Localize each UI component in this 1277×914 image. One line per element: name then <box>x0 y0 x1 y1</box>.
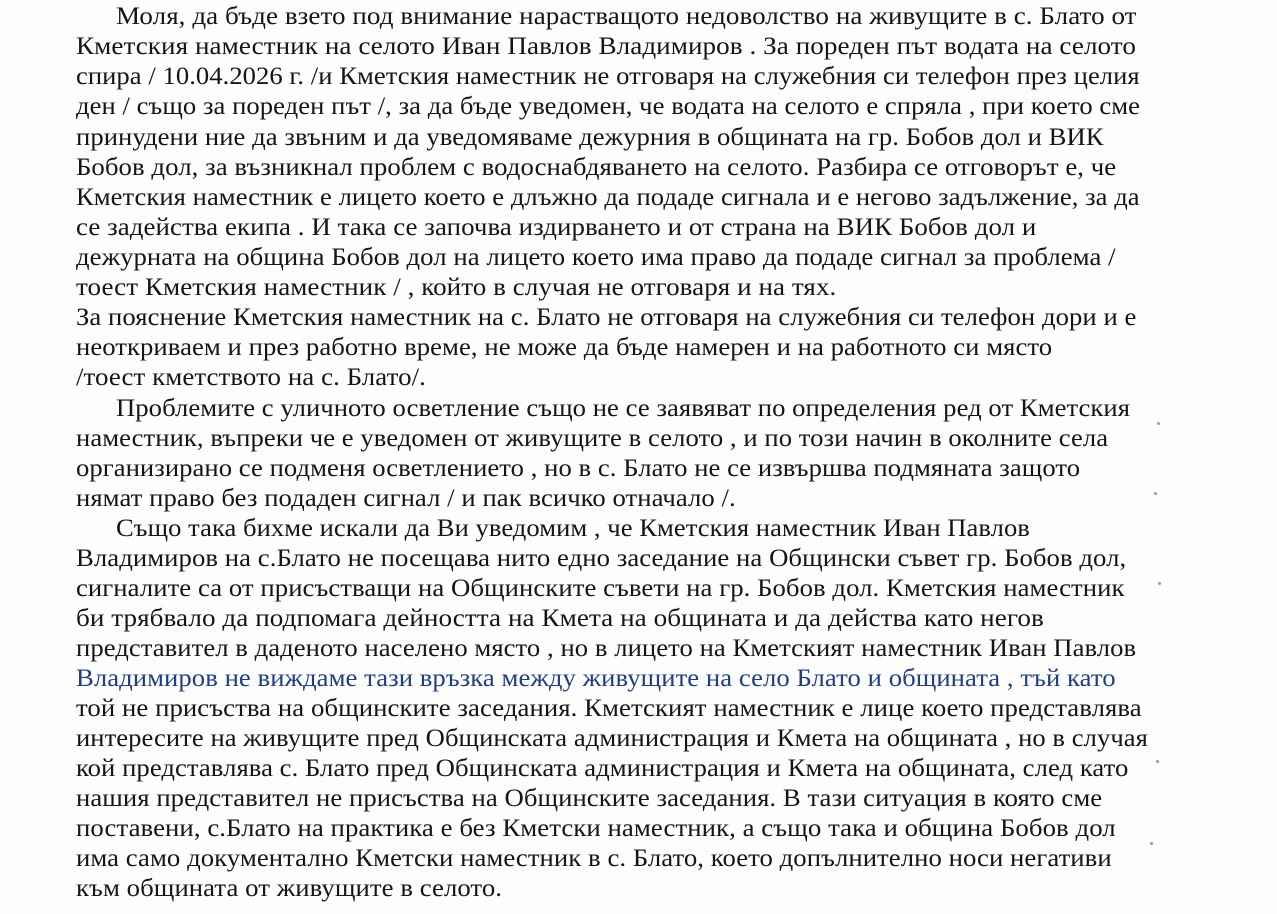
text-line: кой представлява с. Блато пред Общинската администрация и Кмета на общината, след като <box>76 755 1129 782</box>
text-line: Владимиров на с.Блато не посещава нито едно заседание на Общински съвет гр. Бобов дол, <box>76 545 1127 572</box>
text-line: дежурната на община Бобов дол на лицето което има право да подаде сигнал за проблема / <box>76 244 1116 271</box>
text-line: нашия представител не присъства на Общинските заседания. В тази ситуация в която сме <box>76 785 1103 812</box>
text-line: Бобов дол, за възникнал проблем с водоснабдяването на селото. Разбира се отговорът е, че <box>76 154 1117 181</box>
text-line: сигналите са от присъстващи на Общинските съвети на гр. Бобов дол. Кметския наместник <box>76 575 1125 602</box>
text-line: /тоест кметството на с. Блато/. <box>76 364 426 391</box>
text-line: би трябвало да подпомага дейността на Кмета на общината и да действа като негов <box>76 605 1044 632</box>
text-line: принудени ние да звъним и да уведомяваме дежурния в общината на гр. Бобов дол и ВИК <box>76 124 1104 151</box>
text-line: се задейства екипа . И така се започва издирването и от страна на ВИК Бобов дол и <box>76 214 1037 241</box>
text-line: спира / 10.04.2026 г. /и Кметския наместник не отговаря на служебния си телефон през целия <box>76 63 1140 90</box>
text-line: към общината от живущите в селото. <box>76 875 503 902</box>
text-line: ден / също за пореден път /, за да бъде уведомен, че водата на селото е спряла , при което сме <box>76 93 1141 120</box>
text-line: има само документално Кметски наместник в с. Блато, което допълнително носи негативи <box>76 845 1112 872</box>
text-line: Кметския наместник на селото Иван Павлов Владимиров . За пореден път водата на селото <box>76 33 1136 60</box>
scan-speck <box>1156 760 1159 763</box>
scan-speck <box>1154 492 1157 495</box>
scan-speck <box>1150 842 1153 845</box>
text-line: той не присъства на общинските заседания. Кметският наместник е лице което представлява <box>76 695 1142 722</box>
text-line: поставени, с.Блато на практика е без Кметски наместник, а също така и община Бобов дол <box>76 815 1116 842</box>
text-line: представител в даденото населено място , но в лицето на Кметският наместник Иван Павлов <box>76 635 1137 662</box>
text-line: Владимиров не виждаме тази връзка между живущите на село Блато и общината , тъй като <box>76 665 1116 692</box>
text-line: За пояснение Кметския наместник на с. Блато не отговаря на служебния си телефон дори и е <box>76 304 1137 331</box>
text-line: Кметския наместник е лицето което е длъжно да подаде сигнала и е негово задължение, за да <box>76 184 1140 211</box>
text-line: интересите на живущите пред Общинската администрация и Кмета на общината , но в случая <box>76 725 1148 752</box>
text-line: наместник, въпреки че е уведомен от живущите в селото , и по този начин в околните села <box>76 425 1109 452</box>
text-line: Също така бихме искали да Ви уведомим , че Кметския наместник Иван Павлов <box>116 515 1030 542</box>
scan-speck <box>1157 422 1160 425</box>
scan-speck <box>1158 582 1161 585</box>
text-line: неоткриваем и през работно време, не може да бъде намерен и на работното си място <box>76 334 1053 361</box>
text-line: организирано се подменя осветлението , но в с. Блато не се извършва подмяната защото <box>76 455 1081 482</box>
text-line: нямат право без подаден сигнал / и пак всичко отначало /. <box>76 485 736 512</box>
text-line: тоест Кметския наместник / , който в случая не отговаря и на тях. <box>76 274 837 301</box>
text-line: Проблемите с уличното осветление също не се заявяват по определения ред от Кметския <box>116 395 1131 422</box>
text-line: Моля, да бъде взето под внимание нарастващото недоволство на живущите в с. Блато от <box>116 3 1137 30</box>
